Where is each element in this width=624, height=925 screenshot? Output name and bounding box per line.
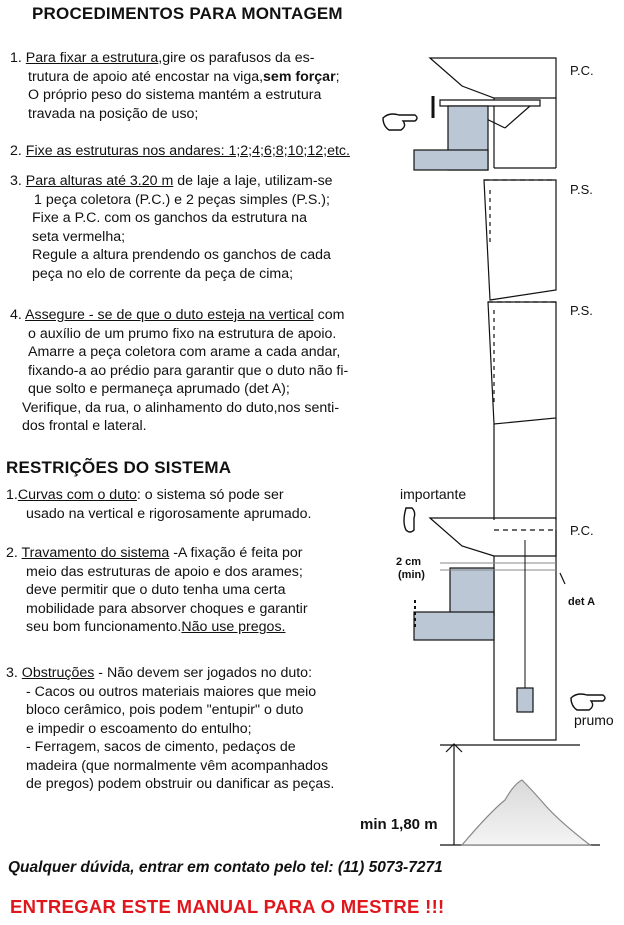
item-text: com	[313, 307, 345, 323]
item-heading: Travamento do sistema	[21, 545, 170, 561]
deliver-notice: ENTREGAR ESTE MANUAL PARA O MESTRE !!!	[10, 896, 445, 917]
item-text: trutura de apoio até encostar na viga,	[28, 68, 264, 85]
gap-note-label: (min)	[398, 569, 425, 581]
item-heading: Para alturas até 3.20 m	[25, 173, 174, 189]
item-text: peça no elo de corrente da peça de cima;	[32, 265, 294, 282]
ps-1-label: P.S.	[570, 182, 593, 197]
item-heading: Para fixar a estrutura	[25, 50, 159, 66]
pc-top-hopper	[430, 58, 556, 98]
pc-bottom-label: P.C.	[570, 523, 594, 538]
item-text: meio das estruturas de apoio e dos arames;	[26, 563, 303, 580]
item-number: 1.	[6, 487, 18, 503]
pointing-hand-icon	[404, 508, 415, 532]
pointing-hand-icon	[383, 114, 417, 130]
item-text: 1 peça coletora (P.C.) e 2 peças simples (P.S.);	[34, 191, 330, 208]
item-text: seta vermelha;	[32, 228, 126, 245]
item-text: bloco cerâmico, pois podem "entupir" o duto	[26, 702, 304, 718]
item-text: que solto e permaneça aprumado (det A);	[28, 381, 290, 397]
item-heading: Assegure - se de que o duto esteja na vertical	[25, 307, 314, 323]
contact-label: Qualquer dúvida, entrar em contato pelo tel:	[8, 859, 338, 876]
item-text: O próprio peso do sistema mantém a estrutura	[28, 87, 322, 103]
gap-value-label: 2 cm	[396, 556, 422, 568]
item-heading: Fixe as estruturas nos andares: 1;2;4;6;8;10;12;etc.	[25, 143, 350, 159]
item-text: usado na vertical e rigorosamente aprumado.	[26, 505, 312, 522]
item-text: Verifique, da rua, o alinhamento do duto,nos senti-	[22, 399, 340, 416]
item-text: mobilidade para absorver choques e garantir	[26, 600, 308, 617]
item-text: - Ferragem, sacos de cimento, pedaços de	[26, 739, 296, 755]
debris-pile	[462, 780, 590, 845]
detail-a-label: det A	[568, 596, 596, 608]
ps-2-section	[488, 302, 556, 424]
procedure-3	[10, 172, 333, 283]
item-number: 2.	[6, 545, 18, 561]
item-text: -A fixação é feita por	[169, 545, 303, 561]
procedure-4	[10, 306, 348, 436]
ps-2-label: P.S.	[570, 303, 593, 318]
item-text: : o sistema só pode ser	[136, 487, 284, 503]
restriction-3	[6, 664, 334, 794]
item-heading: Obstruções	[21, 665, 95, 681]
item-number: 4.	[10, 307, 22, 323]
item-text: ,gire os parafusos da es-	[158, 50, 315, 66]
item-text: e impedir o escoamento do entulho;	[26, 720, 252, 737]
ps-1-section	[484, 180, 556, 300]
plumb-bob	[517, 688, 533, 712]
plumb-label: prumo	[574, 712, 614, 728]
contact-line	[8, 859, 443, 877]
item-text: - Cacos ou outros materiais maiores que meio	[26, 683, 317, 700]
item-text: seu bom funcionamento.	[26, 619, 182, 635]
item-heading: Curvas com o duto	[17, 487, 137, 503]
item-number: 3.	[10, 173, 22, 189]
restrictions-title: RESTRIÇÕES DO SISTEMA	[6, 458, 232, 477]
item-text: fixando-a ao prédio para garantir que o duto não fi-	[28, 362, 349, 379]
phone-number[interactable]: (11) 5073-7271	[337, 859, 443, 876]
procedure-1	[10, 49, 340, 123]
item-number: 1.	[10, 50, 22, 66]
procedure-2	[10, 142, 350, 161]
item-number: 3.	[6, 665, 18, 681]
item-text: dos frontal e lateral.	[22, 418, 147, 434]
item-text: travada na posição de uso;	[28, 105, 199, 122]
item-emphasis: Não use pregos.	[181, 619, 286, 635]
item-number: 2.	[10, 143, 22, 159]
item-emphasis: sem forçar	[263, 68, 336, 85]
pointing-hand-icon	[571, 694, 605, 710]
item-text: de pregos) podem obstruir ou danificar as peças.	[26, 776, 335, 792]
item-text: madeira (que normalmente vêm acompanhados	[26, 757, 329, 774]
item-text: o auxílio de um prumo fixo na estrutura de apoio.	[28, 325, 337, 342]
restriction-1	[6, 486, 312, 523]
item-text: Fixe a P.C. com os ganchos da estrutura na	[32, 210, 307, 226]
pc-bottom-hopper	[430, 518, 556, 556]
item-text: deve permitir que o duto tenha uma certa	[26, 582, 286, 598]
item-text: ;	[335, 68, 340, 85]
page-title: PROCEDIMENTOS PARA MONTAGEM	[32, 4, 343, 23]
importante-label: importante	[400, 486, 467, 502]
item-text: Amarre a peça coletora com arame a cada andar,	[28, 344, 341, 360]
item-text: Regule a altura prendendo os ganchos de cada	[32, 247, 331, 263]
pc-top-label: P.C.	[570, 63, 594, 78]
min-height-label: min 1,80 m	[360, 816, 438, 833]
item-text: de laje a laje, utilizam-se	[173, 173, 333, 189]
item-text: - Não devem ser jogados no duto:	[94, 665, 313, 681]
restriction-2	[6, 544, 308, 637]
